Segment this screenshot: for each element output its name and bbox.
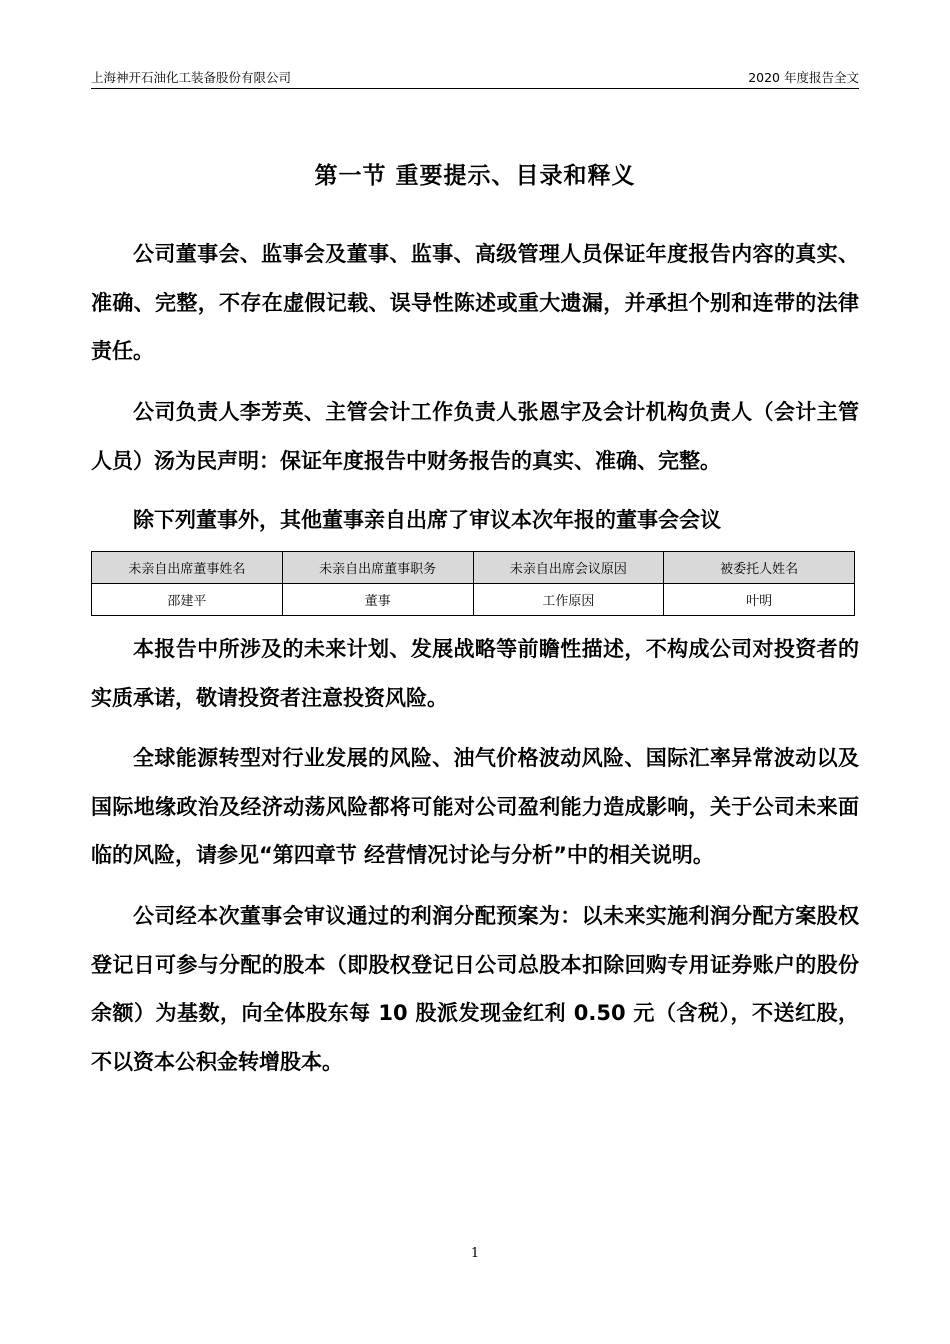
risk-factors-paragraph: 全球能源转型对行业发展的风险、油气价格波动风险、国际汇率异常波动以及国际地缘政治及经济动荡风险都将可能对公司盈利能力造成影响，关于公司未来面临的风险，请参见“第四章节 经营情况讨论与分析”中的相关说明。 (91, 746, 859, 867)
table-row (92, 584, 855, 616)
table-cell: 叶明 (664, 584, 855, 616)
page-number: 1 (470, 1246, 480, 1261)
table-header-cell: 未亲自出席董事姓名 (92, 552, 283, 584)
section-title: 第一节 重要提示、目录和释义 (314, 163, 636, 189)
table-header-row (92, 552, 855, 584)
page-header (91, 66, 859, 89)
table-cell: 董事 (282, 584, 473, 616)
table-cell: 邵建平 (92, 584, 283, 616)
table-cell: 工作原因 (473, 584, 664, 616)
header-company-name: 上海神开石油化工装备股份有限公司 (91, 70, 292, 85)
forward-looking-disclaimer: 本报告中所涉及的未来计划、发展战略等前瞻性描述，不构成公司对投资者的实质承诺，敬请投资者注意投资风险。 (91, 637, 859, 710)
profit-distribution-plan: 公司经本次董事会审议通过的利润分配预案为：以未来实施利润分配方案股权登记日可参与分配的股本（即股权登记日公司总股本扣除回购专用证券账户的股份余额）为基数，向全体股东每 10 股派发现金红利 0.50 元（含税），不送红股，不以资本公积金转增股本。 (91, 904, 859, 1074)
header-report-title: 2020 年度报告全文 (748, 70, 859, 85)
table-header-cell: 未亲自出席会议原因 (473, 552, 664, 584)
table-header-cell: 未亲自出席董事职务 (282, 552, 473, 584)
director-attendance-note: 除下列董事外，其他董事亲自出席了审议本次年报的董事会会议 (133, 508, 721, 532)
absent-directors-table (91, 551, 855, 616)
table-header-cell: 被委托人姓名 (664, 552, 855, 584)
responsibility-statement: 公司董事会、监事会及董事、监事、高级管理人员保证年度报告内容的真实、准确、完整，不存在虚假记载、误导性陈述或重大遗漏，并承担个别和连带的法律责任。 (91, 242, 859, 363)
financial-report-declaration: 公司负责人李芳英、主管会计工作负责人张恩宇及会计机构负责人（会计主管人员）汤为民声明：保证年度报告中财务报告的真实、准确、完整。 (91, 400, 859, 473)
